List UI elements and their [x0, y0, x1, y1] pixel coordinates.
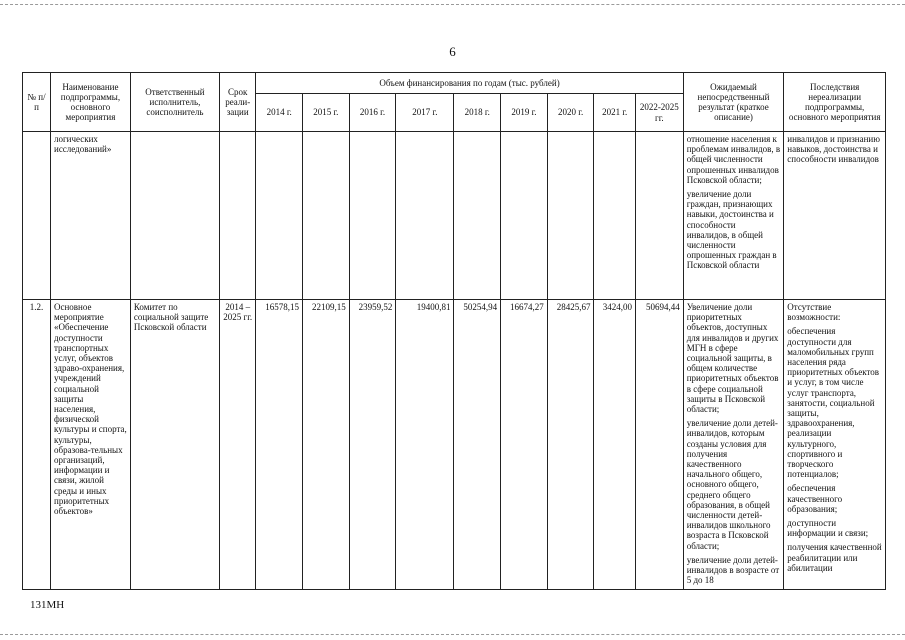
funding-value: 50254,94	[454, 300, 501, 590]
funding-value: 16578,15	[256, 300, 303, 590]
row2-num: 1.2.	[23, 300, 51, 590]
row1-name: логических исследований»	[51, 132, 131, 300]
funding-value: 19400,81	[396, 300, 454, 590]
bottom-scan-border	[0, 634, 905, 635]
row1-consequences: инвалидов и признанию навыков, достоинства и способности инвалидов	[784, 132, 886, 300]
year-header: 2022-2025 гг.	[635, 94, 683, 132]
funding-value: 16674,27	[501, 300, 548, 590]
program-table	[22, 72, 886, 590]
consequence-item: обеспечения качественного образования;	[787, 483, 843, 514]
header-row-top	[23, 73, 886, 94]
row1-expected-result	[683, 132, 784, 300]
table-row	[23, 300, 886, 590]
table-row	[23, 132, 886, 300]
result-item: увеличение доли граждан, признающих навыки, достоинства и способности инвалидов, в общей численности опрошенных граждан в Псковской области	[686, 189, 777, 271]
result-item: Увеличение доли приоритетных объектов, доступных для инвалидов и других МГН в сфере социальной защиты, в общем количестве приоритетных объектов в сфере социальной защиты в Псковской области;	[686, 302, 779, 415]
consequence-item: доступности информации и связи;	[787, 518, 869, 539]
row1-responsible	[130, 132, 219, 300]
consequence-item: обеспечения доступности для маломобильных групп населения ряда приоритетных объектов и услуг, в том числе услуг транспорта, занятости, социальной защиты, здравоохранения, реализации культурного, спортивного и творческого потенциалов;	[787, 326, 880, 480]
row2-expected-result	[683, 300, 784, 590]
row1-num	[23, 132, 51, 300]
consequence-item: получения качественной реабилитации или абилитации	[787, 542, 882, 573]
funding-value: 28425,67	[547, 300, 594, 590]
result-item: увеличение доли детей-инвалидов, которым созданы условия для получения качественного начального общего, основного общего, среднего общего образования, в общей численности детей-инвалидов школьного возраста в Псковской области;	[686, 418, 778, 551]
header-funding: Объем финансирования по годам (тыс. рублей)	[256, 73, 683, 94]
result-item: увеличение доли детей-инвалидов в возрасте от 5 до 18	[686, 554, 780, 586]
top-scan-border	[0, 4, 905, 5]
footer-document-code: 131МН	[30, 599, 65, 611]
year-header: 2019 г.	[501, 94, 548, 132]
funding-value: 22109,15	[303, 300, 350, 590]
year-header: 2014 г.	[256, 94, 303, 132]
row1-term	[220, 132, 256, 300]
year-header: 2018 г.	[454, 94, 501, 132]
year-header: 2017 г.	[396, 94, 454, 132]
row2-name: Основное мероприятие «Обеспечение доступности транспортных услуг, объектов здраво-охранения, учреждений социальной защиты населения, физической культуры и спорта, культуры, образова-тельных организаций, информации и связи, жилой среды и иных приоритетных объектов»	[51, 300, 131, 590]
row2-term: 2014 – 2025 гг.	[220, 300, 256, 590]
row2-responsible: Комитет по социальной защите Псковской области	[130, 300, 219, 590]
funding-value: 3424,00	[594, 300, 635, 590]
funding-value: 23959,52	[349, 300, 396, 590]
row2-consequences	[784, 300, 886, 590]
header-responsible: Ответственный исполнитель, соисполнитель	[130, 73, 219, 132]
header-expected-result: Ожидаемый непосредственный результат (краткое описание)	[683, 73, 784, 132]
year-header: 2016 г.	[349, 94, 396, 132]
year-header: 2020 г.	[547, 94, 594, 132]
page-number: 6	[449, 44, 456, 59]
year-header: 2021 г.	[594, 94, 635, 132]
result-item: отношение населения к проблемам инвалидов, в общей численности опрошенных инвалидов Псковской области;	[686, 134, 781, 185]
consequence-item: Отсутствие возможности:	[787, 302, 841, 323]
year-header: 2015 г.	[303, 94, 350, 132]
funding-value: 50694,44	[635, 300, 683, 590]
header-consequences: Последствия нереализации подпрограммы, основного мероприятия	[784, 73, 886, 132]
header-term: Срок реали-зации	[220, 73, 256, 132]
header-num: № п/п	[23, 73, 51, 132]
header-name: Наименование подпрограммы, основного мероприятия	[51, 73, 131, 132]
